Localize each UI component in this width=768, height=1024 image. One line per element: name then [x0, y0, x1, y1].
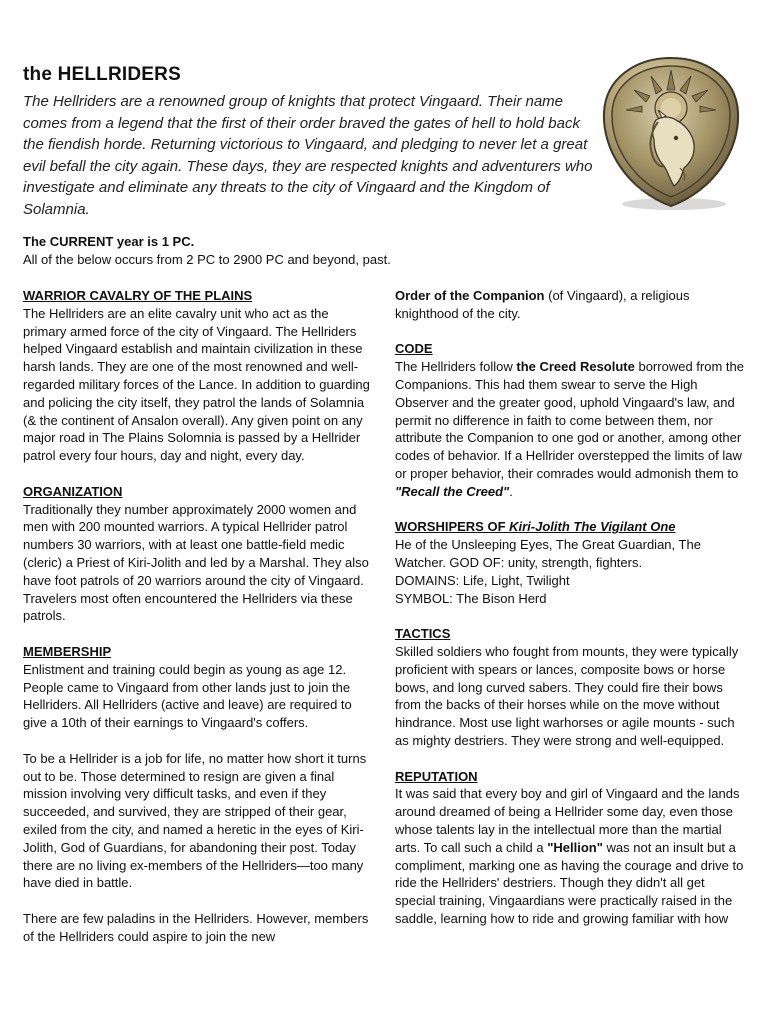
companion-paragraph	[395, 287, 745, 323]
hellriders-emblem-icon	[596, 50, 746, 214]
section-body: There are few paladins in the Hellriders. However, members of the Hellriders could aspire to join the new	[23, 910, 369, 944]
section-warrior-cavalry	[23, 287, 373, 465]
heading-italic: Kiri-Jolith The Vigilant One	[509, 519, 676, 535]
recall-the-creed: "Recall the Creed"	[395, 483, 510, 499]
section-body	[395, 358, 745, 500]
section-heading: CODE	[395, 341, 433, 357]
section-code	[395, 340, 745, 500]
left-column	[23, 287, 373, 963]
section-heading: WARRIOR CAVALRY OF THE PLAINS	[23, 288, 253, 303]
text-run: borrowed from the Companions. This had them swear to serve the High Observer and the greater good, uphold Vingaard's law, and permit no difference in faith to come between them, nor attribute the Companion to one god or another, among other codes of behavior. If a Hellrider overstepped the limits of law or proper behavior, their comrades would admonish them to	[395, 359, 744, 481]
section-heading: ORGANIZATION	[23, 483, 123, 499]
section-body: To be a Hellrider is a job for life, no matter how short it turns out to be. Those determined to resign are given a final mission involving very difficult tasks, and even if they succeeded, and survived, they are stripped of their gear, exiled from the city, and named a heretic in the eyes of Kiri-Jolith, God of Guardians, for abandoning their post. Today there are no living ex-members of the Hellriders—too many have died in battle.	[23, 750, 367, 891]
section-heading	[395, 518, 745, 536]
section-body: Enlistment and training could begin as young as age 12. People came to Vingaard from other lands just to join the Hellriders. All Hellriders (active and leave) are required to give a 10th of their earnings to Vingaard's coffers.	[23, 661, 352, 731]
worshipers-line: He of the Unsleeping Eyes, The Great Guardian, The Watcher. GOD OF: unity, strength, fighters.	[395, 537, 701, 570]
page-title: the HELLRIDERS	[23, 64, 181, 85]
section-heading: TACTICS	[395, 626, 451, 642]
heading-plain: WORSHIPERS OF	[395, 519, 510, 535]
section-reputation	[395, 768, 745, 928]
section-heading: MEMBERSHIP	[23, 643, 112, 659]
section-worshipers	[395, 518, 745, 607]
creed-resolute: the Creed Resolute	[516, 359, 635, 375]
hellion: "Hellion"	[547, 839, 603, 855]
text-run: was not an insult but a compliment, marking one as having the courage and drive to ride the Hellriders' destriers. Though they didn't all get special training, Vingaardians were practically raised in the saddle, learning how to ride and growing familiar with how	[395, 839, 744, 926]
section-membership	[23, 643, 373, 946]
companion-bold: Order of the Companion	[395, 288, 545, 303]
section-organization	[23, 483, 373, 625]
worshipers-domains: DOMAINS: Life, Light, Twilight	[395, 572, 570, 588]
intro-paragraph: The Hellriders are a renowned group of knights that protect Vingaard. Their name comes from a legend that the first of their order braved the gates of hell to hold back the fiendish horde. Returning victorious to Vingaard, and pledging to never let a great evil befall the city again. These days, they are respected knights and adventurers who investigate and eliminate any threats to the city of Vingaard and the Kingdom of Solamnia.	[23, 93, 593, 218]
text-run: .	[509, 483, 513, 499]
section-body: The Hellriders are an elite cavalry unit who act as the primary armed force of the city of Vingaard. The Hellriders helped Vingaard establish and maintain civilization in these harsh lands. They are one of the most renowned and well-regarded military forces of the Lance. In addition to guarding and policing the city itself, they patrol the lands of Solamnia (& the continent of Ansalon overall). Any given point on any major road in The Plains Solomnia is passed by a Hellrider patrol every four hours, day and night, every day.	[23, 305, 370, 464]
occurs-note: All of the below occurs from 2 PC to 2900 PC and beyond, past.	[23, 252, 391, 267]
text-run: The Hellriders follow	[395, 359, 517, 375]
section-body: Skilled soldiers who fought from mounts, they were typically proficient with spears or lances, composite bows or horse bows, and long curved sabers. They could fire their bows from the backs of their horses while on the move without hindrance. Most use light warhorses or agile mounts - such as mighty destriers. They were strong and well-equipped.	[395, 643, 739, 748]
right-column	[395, 287, 745, 945]
text-run: It was said that every boy and girl of Vingaard and the lands around dreamed of being a Hellrider some day, even those whose talents lay in the intellectual more than the martial arts. To call such a child a	[395, 786, 740, 855]
section-body: Traditionally they number approximately 2000 women and men with 200 mounted warriors. A typical Hellrider patrol numbers 30 warriors, with at least one battle-field medic (cleric) a Priest of Kiri-Jolith and led by a Marshal. They also have foot patrols of 20 warriors around the city of Vingaard. Travelers most often encountered the Hellriders via these patrols.	[23, 501, 369, 624]
section-body	[395, 785, 745, 927]
worshipers-symbol: SYMBOL: The Bison Herd	[395, 590, 547, 606]
companion-rest: (of Vingaard), a religious knighthood of the city.	[395, 288, 690, 321]
section-heading: REPUTATION	[395, 768, 478, 784]
current-year-block	[23, 233, 743, 269]
section-tactics	[395, 625, 745, 750]
current-year: The CURRENT year is 1 PC.	[23, 234, 195, 249]
